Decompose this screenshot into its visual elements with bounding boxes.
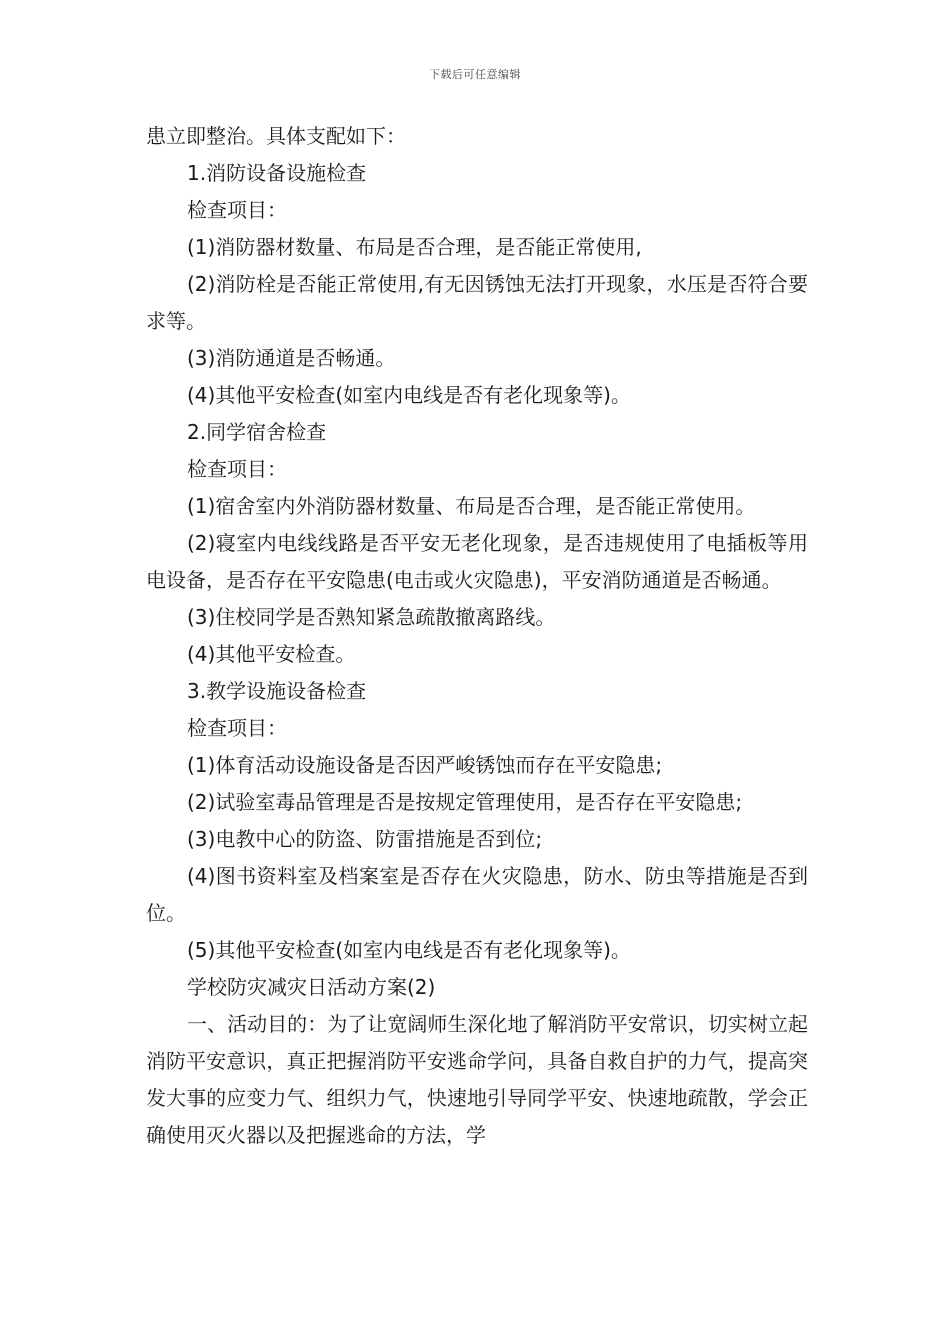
list-item: (2)消防栓是否能正常使用,有无因锈蚀无法打开现象，水压是否符合要求等。 <box>146 272 808 333</box>
paragraph: 检查项目： <box>187 198 287 222</box>
list-item: (4)图书资料室及档案室是否存在火灾隐患，防水、防虫等措施是否到位。 <box>146 864 808 925</box>
paragraph: 检查项目： <box>187 457 287 481</box>
list-item: (3)住校同学是否熟知紧急疏散撤离路线。 <box>187 605 556 629</box>
document-body <box>146 118 808 1154</box>
list-item: (1)宿舍室内外消防器材数量、布局是否合理，是否能正常使用。 <box>187 494 756 518</box>
paragraph: 检查项目： <box>187 716 287 740</box>
section-heading: 3.教学设施设备检查 <box>187 679 367 703</box>
list-item: (5)其他平安检查(如室内电线是否有老化现象等)。 <box>187 938 631 962</box>
list-item: (1)体育活动设施设备是否因严峻锈蚀而存在平安隐患; <box>187 753 663 777</box>
paragraph: 一、活动目的：为了让宽阔师生深化地了解消防平安常识，切实树立起消防平安意识，真正把握消防平安逃命学问，具备自救自护的力气，提高突发大事的应变力气、组织力气，快速地引导同学平安、快速地疏散，学会正确使用灭火器以及把握逃命的方法，学 <box>146 1012 808 1147</box>
list-item: (2)试验室毒品管理是否是按规定管理使用，是否存在平安隐患; <box>187 790 743 814</box>
list-item: (1)消防器材数量、布局是否合理，是否能正常使用, <box>187 235 642 259</box>
list-item: (2)寝室内电线线路是否平安无老化现象，是否违规使用了电插板等用电设备，是否存在平安隐患(电击或火灾隐患)，平安消防通道是否畅通。 <box>146 531 808 592</box>
page-header: 下载后可任意编辑 <box>429 68 521 81</box>
list-item: (3)消防通道是否畅通。 <box>187 346 396 370</box>
section-title: 学校防灾减灾日活动方案(2) <box>187 975 436 999</box>
list-item: (3)电教中心的防盗、防雷措施是否到位; <box>187 827 543 851</box>
paragraph: 患立即整治。具体支配如下： <box>146 124 406 148</box>
list-item: (4)其他平安检查(如室内电线是否有老化现象等)。 <box>187 383 631 407</box>
section-heading: 1.消防设备设施检查 <box>187 161 367 185</box>
list-item: (4)其他平安检查。 <box>187 642 356 666</box>
section-heading: 2.同学宿舍检查 <box>187 420 327 444</box>
